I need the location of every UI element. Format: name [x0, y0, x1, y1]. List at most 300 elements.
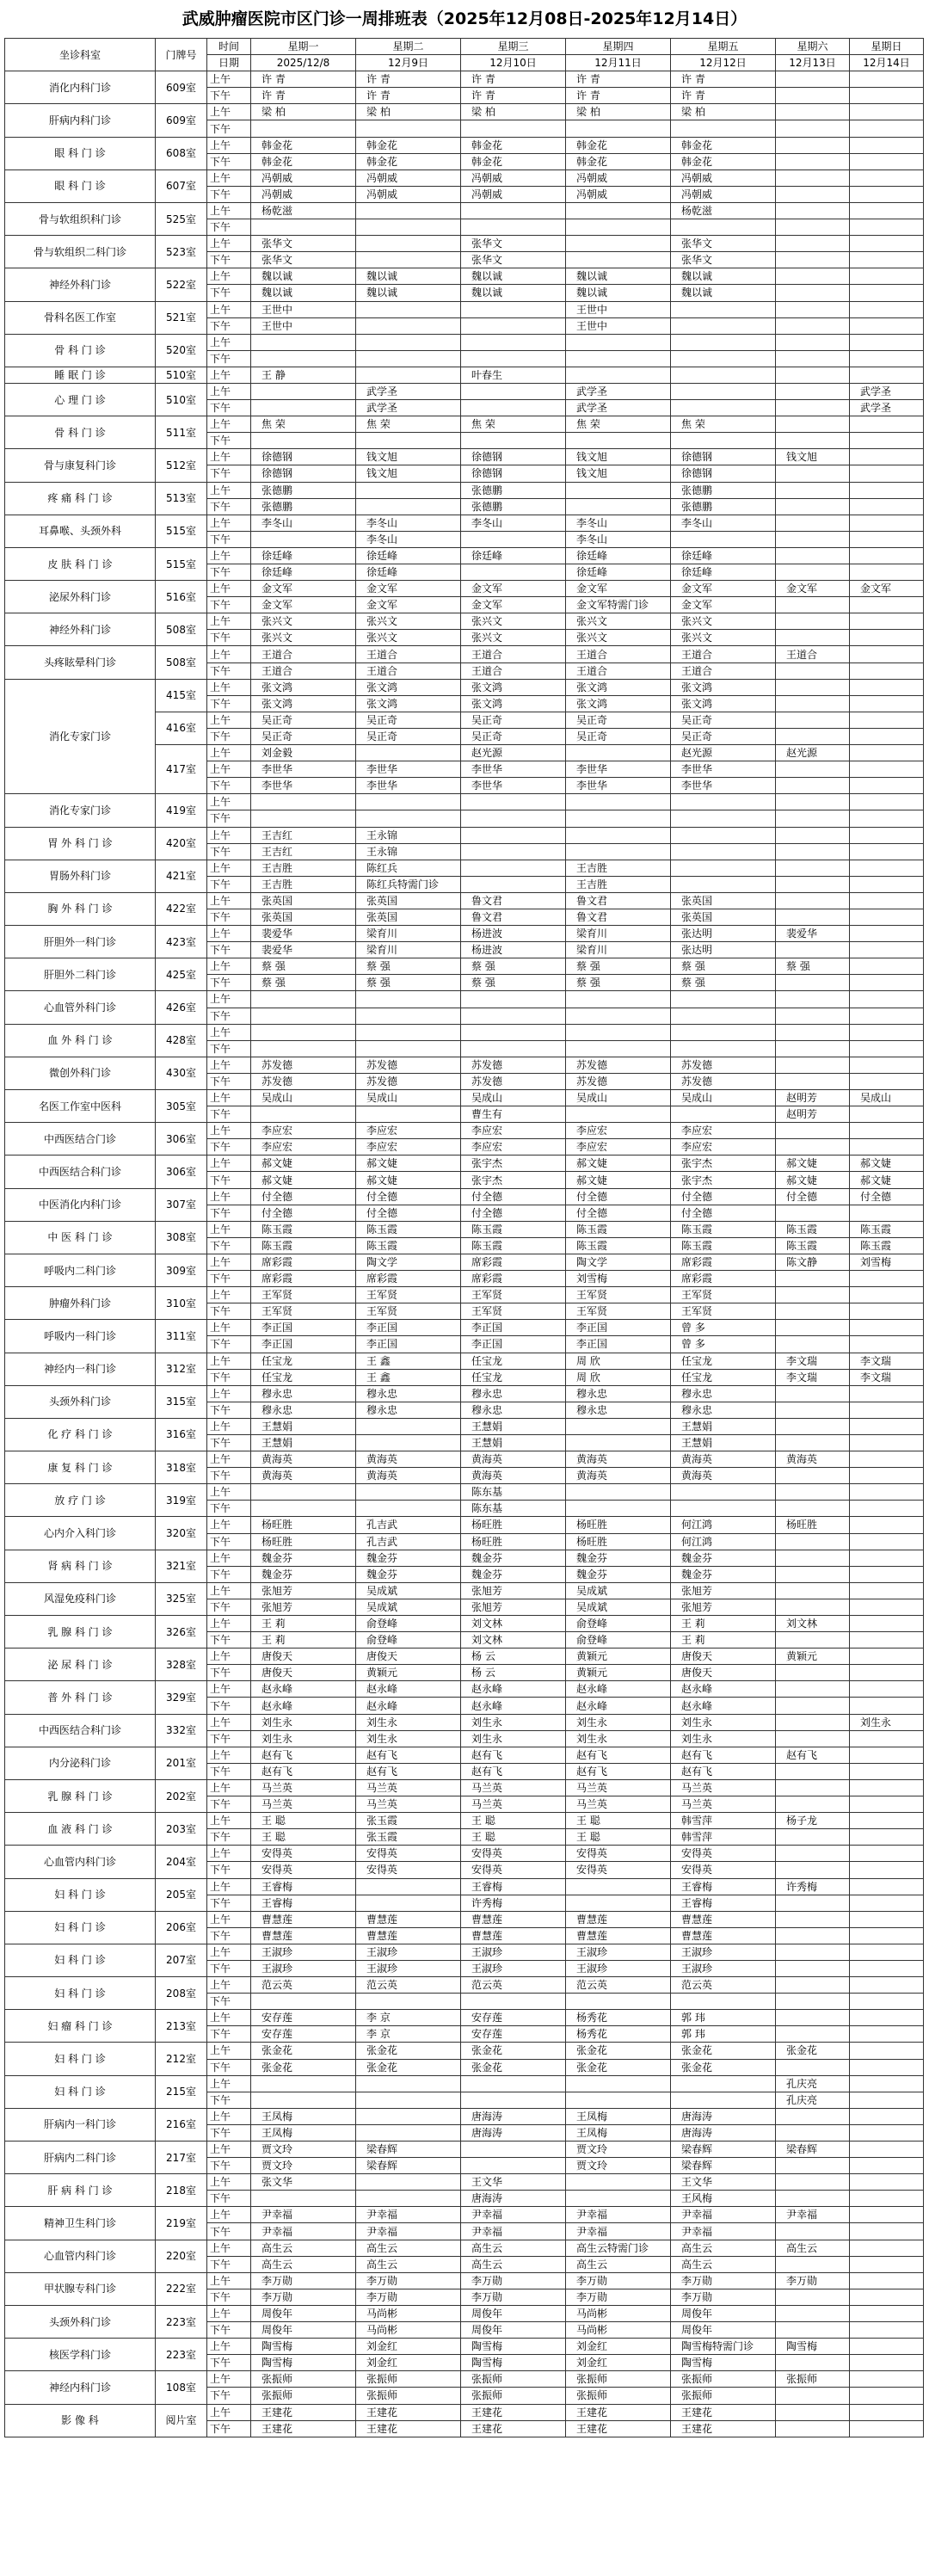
doctor-cell: 赵光源 [461, 745, 566, 761]
doctor-cell: 曹慧莲 [251, 1927, 356, 1944]
doctor-cell [776, 892, 850, 909]
doctor-cell: 张旭芳 [671, 1599, 776, 1615]
doctor-cell [776, 876, 850, 892]
schedule-row [5, 926, 924, 942]
doctor-cell: 张振师 [566, 2371, 671, 2388]
doctor-cell: 陶文学 [356, 1254, 461, 1270]
session-label: 上午 [207, 1418, 251, 1434]
doctor-cell: 李世华 [356, 778, 461, 794]
session-label: 下午 [207, 942, 251, 958]
doctor-cell: 刘生永 [671, 1730, 776, 1747]
doctor-cell [566, 120, 671, 137]
doctor-cell: 魏金芬 [671, 1566, 776, 1582]
doctor-cell: 安存莲 [251, 2026, 356, 2043]
doctor-cell: 张旭芳 [251, 1582, 356, 1599]
doctor-cell: 杨旺胜 [566, 1517, 671, 1533]
doctor-cell: 魏金芬 [251, 1566, 356, 1582]
doctor-cell: 郭 玮 [671, 2026, 776, 2043]
doctor-cell: 裴爱华 [251, 926, 356, 942]
doctor-cell [850, 202, 924, 219]
doctor-cell: 张旭芳 [461, 1582, 566, 1599]
dept-name: 呼吸内二科门诊 [5, 1254, 156, 1286]
doctor-cell: 吴成斌 [566, 1599, 671, 1615]
room-number: 306室 [156, 1123, 207, 1156]
doctor-cell [776, 104, 850, 120]
doctor-cell [461, 1008, 566, 1024]
doctor-cell [776, 695, 850, 712]
session-label: 下午 [207, 1139, 251, 1156]
doctor-cell: 王道合 [671, 646, 776, 662]
dept-name: 血 外 科 门 诊 [5, 1024, 156, 1057]
doctor-cell: 王世中 [251, 317, 356, 334]
room-number: 608室 [156, 137, 207, 169]
dept-name: 疼 痛 科 门 诊 [5, 482, 156, 515]
doctor-cell: 赵永峰 [461, 1698, 566, 1714]
doctor-cell [776, 1665, 850, 1681]
session-label: 下午 [207, 2158, 251, 2174]
doctor-cell: 曾 多 [671, 1320, 776, 1336]
session-label: 上午 [207, 301, 251, 317]
doctor-cell: 张文鸿 [566, 679, 671, 695]
doctor-cell: 杨子龙 [776, 1813, 850, 1829]
session-label: 上午 [207, 646, 251, 662]
room-number: 525室 [156, 202, 207, 235]
dept-name: 神经外科门诊 [5, 268, 156, 301]
dept-name: 胸 外 科 门 诊 [5, 892, 156, 925]
doctor-cell [850, 1763, 924, 1779]
doctor-cell: 王风梅 [671, 2191, 776, 2207]
doctor-cell: 李世华 [461, 778, 566, 794]
session-label: 下午 [207, 1599, 251, 1615]
doctor-cell: 李万勋 [251, 2272, 356, 2289]
room-number: 213室 [156, 2010, 207, 2043]
session-label: 下午 [207, 317, 251, 334]
doctor-cell: 徐廷峰 [566, 547, 671, 564]
doctor-cell [251, 2092, 356, 2108]
dept-name: 头颈外科门诊 [5, 2305, 156, 2338]
doctor-cell: 刘生永 [566, 1714, 671, 1730]
room-number: 421室 [156, 860, 207, 892]
doctor-cell [671, 1024, 776, 1040]
doctor-cell: 魏以诚 [356, 268, 461, 285]
doctor-cell [461, 2075, 566, 2092]
doctor-cell [850, 252, 924, 268]
doctor-cell: 王睿梅 [671, 1878, 776, 1895]
doctor-cell [776, 1862, 850, 1878]
doctor-cell: 刘生永 [356, 1714, 461, 1730]
doctor-cell [850, 827, 924, 843]
session-label: 上午 [207, 892, 251, 909]
session-label: 上午 [207, 547, 251, 564]
doctor-cell: 王文华 [461, 2174, 566, 2191]
doctor-cell: 徐德钢 [251, 465, 356, 482]
doctor-cell: 梁春辉 [671, 2142, 776, 2158]
doctor-cell [850, 433, 924, 449]
doctor-cell: 张振师 [566, 2388, 671, 2404]
doctor-cell: 李万勋 [251, 2289, 356, 2305]
doctor-cell: 王建花 [671, 2420, 776, 2437]
session-label: 上午 [207, 2075, 251, 2092]
doctor-cell [850, 1911, 924, 1927]
doctor-cell: 张金花 [356, 2059, 461, 2075]
doctor-cell: 张宇杰 [461, 1172, 566, 1188]
session-label: 下午 [207, 1960, 251, 1976]
session-label: 上午 [207, 2339, 251, 2355]
doctor-cell: 冯朝威 [356, 186, 461, 202]
doctor-cell: 黄海英 [671, 1451, 776, 1468]
doctor-cell: 贾文玲 [566, 2142, 671, 2158]
doctor-cell [776, 1977, 850, 1994]
doctor-cell: 吴正奇 [671, 712, 776, 728]
doctor-cell [356, 1434, 461, 1451]
doctor-cell: 郝文婕 [251, 1156, 356, 1172]
session-label: 下午 [207, 350, 251, 367]
doctor-cell: 王军贤 [566, 1303, 671, 1320]
doctor-cell: 张兴文 [251, 630, 356, 646]
session-label: 上午 [207, 2142, 251, 2158]
doctor-cell [850, 186, 924, 202]
doctor-cell: 王慧娟 [461, 1434, 566, 1451]
doctor-cell: 刘金红 [566, 2339, 671, 2355]
session-label: 上午 [207, 1846, 251, 1862]
doctor-cell: 钱文旭 [776, 449, 850, 465]
schedule-row [5, 2371, 924, 2388]
doctor-cell: 徐廷峰 [566, 564, 671, 581]
room-number: 310室 [156, 1287, 207, 1320]
doctor-cell [850, 1747, 924, 1763]
doctor-cell [850, 2043, 924, 2059]
doctor-cell: 魏以诚 [566, 268, 671, 285]
dept-name: 康 复 科 门 诊 [5, 1451, 156, 1484]
doctor-cell [850, 630, 924, 646]
session-label: 下午 [207, 1303, 251, 1320]
doctor-cell [850, 761, 924, 778]
doctor-cell: 唐俊天 [671, 1649, 776, 1665]
doctor-cell: 郝文婕 [566, 1172, 671, 1188]
doctor-cell: 张英国 [671, 892, 776, 909]
doctor-cell: 穆永忠 [461, 1385, 566, 1402]
schedule-row [5, 1616, 924, 1632]
doctor-cell [776, 975, 850, 991]
doctor-cell: 魏金芬 [566, 1566, 671, 1582]
doctor-cell: 俞登峰 [356, 1632, 461, 1649]
dept-name: 肝病内二科门诊 [5, 2142, 156, 2174]
doctor-cell [566, 1024, 671, 1040]
schedule-row [5, 827, 924, 843]
doctor-cell: 焦 荣 [461, 416, 566, 433]
doctor-cell [461, 860, 566, 876]
dept-name: 妇 科 门 诊 [5, 1911, 156, 1944]
doctor-cell [850, 1008, 924, 1024]
session-label: 上午 [207, 1024, 251, 1040]
doctor-cell: 吴成山 [461, 1090, 566, 1106]
doctor-cell [850, 2092, 924, 2108]
dept-name: 名医工作室中医科 [5, 1090, 156, 1123]
doctor-cell: 金文军 [776, 581, 850, 597]
schedule-row [5, 794, 924, 810]
session-label: 上午 [207, 1517, 251, 1533]
doctor-cell: 梁 柏 [671, 104, 776, 120]
doctor-cell [461, 794, 566, 810]
session-label: 下午 [207, 564, 251, 581]
session-label: 上午 [207, 926, 251, 942]
dept-name: 胃肠外科门诊 [5, 860, 156, 892]
doctor-cell: 孔吉武 [356, 1533, 461, 1550]
doctor-cell [356, 350, 461, 367]
doctor-cell [850, 1582, 924, 1599]
room-number: 329室 [156, 1681, 207, 1714]
doctor-cell: 王 莉 [251, 1616, 356, 1632]
doctor-cell: 梁春辉 [356, 2158, 461, 2174]
doctor-cell: 张华文 [671, 236, 776, 252]
doctor-cell: 李冬山 [356, 515, 461, 531]
session-label: 上午 [207, 1057, 251, 1073]
session-label: 上午 [207, 1254, 251, 1270]
doctor-cell [850, 236, 924, 252]
room-number: 609室 [156, 104, 207, 137]
doctor-cell: 苏发德 [356, 1057, 461, 1073]
doctor-cell: 许 青 [566, 88, 671, 104]
doctor-cell [251, 1040, 356, 1057]
doctor-cell: 王淑珍 [356, 1944, 461, 1960]
doctor-cell [776, 679, 850, 695]
doctor-cell: 张英国 [356, 892, 461, 909]
doctor-cell [251, 334, 356, 350]
session-label: 下午 [207, 1665, 251, 1681]
doctor-cell: 范云英 [671, 1977, 776, 1994]
session-label: 上午 [207, 2043, 251, 2059]
doctor-cell: 曹慧莲 [671, 1927, 776, 1944]
doctor-cell: 赵永峰 [251, 1698, 356, 1714]
doctor-cell [850, 1895, 924, 1911]
doctor-cell: 马尚彬 [566, 2322, 671, 2339]
doctor-cell: 郝文婕 [776, 1156, 850, 1172]
doctor-cell: 冯朝威 [461, 186, 566, 202]
session-label: 下午 [207, 662, 251, 679]
doctor-cell: 赵永峰 [251, 1681, 356, 1698]
doctor-cell [776, 2158, 850, 2174]
doctor-cell [566, 367, 671, 383]
doctor-cell [461, 810, 566, 827]
dept-name: 心血管内科门诊 [5, 1846, 156, 1878]
schedule-row [5, 2404, 924, 2420]
doctor-cell: 赵有飞 [356, 1747, 461, 1763]
doctor-cell [850, 1385, 924, 1402]
doctor-cell: 安得英 [356, 1862, 461, 1878]
doctor-cell: 张振师 [251, 2371, 356, 2388]
doctor-cell [356, 334, 461, 350]
doctor-cell: 马尚彬 [356, 2322, 461, 2339]
doctor-cell [850, 1040, 924, 1057]
doctor-cell: 苏发德 [461, 1073, 566, 1089]
doctor-cell: 安得英 [251, 1846, 356, 1862]
doctor-cell: 李应宏 [566, 1123, 671, 1139]
doctor-cell [566, 2191, 671, 2207]
doctor-cell [850, 482, 924, 498]
doctor-cell: 陈文静 [776, 1254, 850, 1270]
doctor-cell [850, 1813, 924, 1829]
doctor-cell [776, 1994, 850, 2010]
session-label: 下午 [207, 219, 251, 236]
session-label: 下午 [207, 1763, 251, 1779]
doctor-cell: 任宝龙 [461, 1353, 566, 1369]
doctor-cell [566, 1008, 671, 1024]
doctor-cell [566, 350, 671, 367]
doctor-cell: 王军贤 [671, 1303, 776, 1320]
doctor-cell: 孔庆亮 [776, 2075, 850, 2092]
doctor-cell: 徐德钢 [671, 465, 776, 482]
dept-name: 胃 外 科 门 诊 [5, 827, 156, 860]
doctor-cell: 王 鑫 [356, 1369, 461, 1385]
doctor-cell: 刘生永 [566, 1730, 671, 1747]
session-label: 上午 [207, 1616, 251, 1632]
doctor-cell: 许 青 [251, 71, 356, 88]
doctor-cell [850, 794, 924, 810]
doctor-cell: 席彩霞 [356, 1271, 461, 1287]
session-label: 上午 [207, 1550, 251, 1566]
session-label: 下午 [207, 2322, 251, 2339]
doctor-cell [850, 2256, 924, 2272]
doctor-cell: 高生云 [356, 2240, 461, 2256]
room-number: 319室 [156, 1484, 207, 1517]
doctor-cell: 陈玉霞 [251, 1221, 356, 1237]
doctor-cell: 陈东基 [461, 1501, 566, 1517]
schedule-row [5, 1320, 924, 1336]
doctor-cell: 尹幸福 [356, 2207, 461, 2223]
doctor-cell [850, 1205, 924, 1221]
doctor-cell [566, 482, 671, 498]
doctor-cell: 李万勋 [461, 2272, 566, 2289]
doctor-cell: 吴正奇 [251, 728, 356, 744]
dept-name: 肝胆外二科门诊 [5, 958, 156, 991]
room-number: 阅片室 [156, 2404, 207, 2437]
doctor-cell [850, 695, 924, 712]
dept-name: 头疼眩晕科门诊 [5, 646, 156, 679]
doctor-cell [356, 1878, 461, 1895]
doctor-cell [850, 1073, 924, 1089]
doctor-cell [461, 1024, 566, 1040]
doctor-cell: 张金花 [566, 2059, 671, 2075]
doctor-cell: 许 青 [461, 88, 566, 104]
doctor-cell [776, 1895, 850, 1911]
room-number: 419室 [156, 794, 207, 827]
doctor-cell [776, 433, 850, 449]
doctor-cell: 黄海英 [251, 1468, 356, 1484]
doctor-cell: 张华文 [461, 236, 566, 252]
header-row-weekdays [5, 39, 924, 55]
session-label: 上午 [207, 712, 251, 728]
doctor-cell: 王世中 [566, 301, 671, 317]
doctor-cell: 张德鹏 [671, 482, 776, 498]
doctor-cell [776, 285, 850, 301]
room-number: 203室 [156, 1813, 207, 1846]
doctor-cell: 黄颖元 [566, 1649, 671, 1665]
doctor-cell: 韩雪萍 [671, 1813, 776, 1829]
doctor-cell: 王吉红 [251, 827, 356, 843]
doctor-cell: 赵有飞 [461, 1763, 566, 1779]
doctor-cell: 吴成斌 [356, 1582, 461, 1599]
doctor-cell [776, 2305, 850, 2321]
doctor-cell [776, 2059, 850, 2075]
doctor-cell: 张振师 [461, 2371, 566, 2388]
doctor-cell: 唐海涛 [461, 2124, 566, 2141]
doctor-cell [566, 745, 671, 761]
doctor-cell [850, 1730, 924, 1747]
doctor-cell: 张英国 [671, 909, 776, 925]
date-cell: 12月13日 [776, 55, 850, 71]
doctor-cell: 蔡 强 [566, 958, 671, 975]
schedule-row [5, 1846, 924, 1862]
doctor-cell: 陈玉霞 [566, 1237, 671, 1254]
session-label: 上午 [207, 383, 251, 399]
doctor-cell: 王建花 [671, 2404, 776, 2420]
doctor-cell: 刘文林 [776, 1616, 850, 1632]
doctor-cell: 黄海英 [776, 1451, 850, 1468]
doctor-cell: 陈玉霞 [776, 1221, 850, 1237]
doctor-cell: 付全德 [251, 1205, 356, 1221]
session-label: 上午 [207, 958, 251, 975]
schedule-row [5, 2305, 924, 2321]
doctor-cell [461, 334, 566, 350]
session-label: 下午 [207, 1994, 251, 2010]
doctor-cell: 郝文婕 [356, 1172, 461, 1188]
room-number: 305室 [156, 1090, 207, 1123]
doctor-cell: 金文军 [671, 581, 776, 597]
doctor-cell: 张华文 [671, 252, 776, 268]
doctor-cell [776, 1763, 850, 1779]
room-number: 515室 [156, 547, 207, 580]
doctor-cell [776, 1336, 850, 1353]
doctor-cell [850, 2420, 924, 2437]
doctor-cell: 付全德 [776, 1188, 850, 1205]
dept-name: 妇 科 门 诊 [5, 2043, 156, 2075]
doctor-cell: 高生云 [251, 2240, 356, 2256]
doctor-cell: 张兴文 [566, 630, 671, 646]
doctor-cell: 尹幸福 [671, 2223, 776, 2240]
doctor-cell: 王军贤 [356, 1303, 461, 1320]
doctor-cell: 魏以诚 [251, 268, 356, 285]
session-label: 下午 [207, 2092, 251, 2108]
doctor-cell [356, 219, 461, 236]
session-label: 下午 [207, 1008, 251, 1024]
doctor-cell: 李万勋 [566, 2272, 671, 2289]
doctor-cell: 张兴文 [671, 613, 776, 630]
doctor-cell [461, 531, 566, 547]
doctor-cell: 陶雪梅特需门诊 [671, 2339, 776, 2355]
doctor-cell: 苏发德 [566, 1057, 671, 1073]
doctor-cell: 范云英 [251, 1977, 356, 1994]
session-label: 上午 [207, 1221, 251, 1237]
doctor-cell [566, 334, 671, 350]
doctor-cell: 王建花 [356, 2404, 461, 2420]
doctor-cell: 王道合 [461, 646, 566, 662]
room-number: 325室 [156, 1582, 207, 1615]
doctor-cell [776, 1123, 850, 1139]
doctor-cell [461, 219, 566, 236]
doctor-cell: 吴正奇 [566, 712, 671, 728]
doctor-cell: 张旭芳 [671, 1582, 776, 1599]
doctor-cell: 李万勋 [671, 2289, 776, 2305]
doctor-cell: 王 聪 [251, 1813, 356, 1829]
dept-name: 妇 科 门 诊 [5, 1944, 156, 1976]
session-label: 上午 [207, 1977, 251, 1994]
schedule-row [5, 613, 924, 630]
schedule-row [5, 367, 924, 383]
doctor-cell: 陶雪梅 [461, 2339, 566, 2355]
doctor-cell [671, 383, 776, 399]
doctor-cell [850, 1336, 924, 1353]
doctor-cell [251, 2075, 356, 2092]
